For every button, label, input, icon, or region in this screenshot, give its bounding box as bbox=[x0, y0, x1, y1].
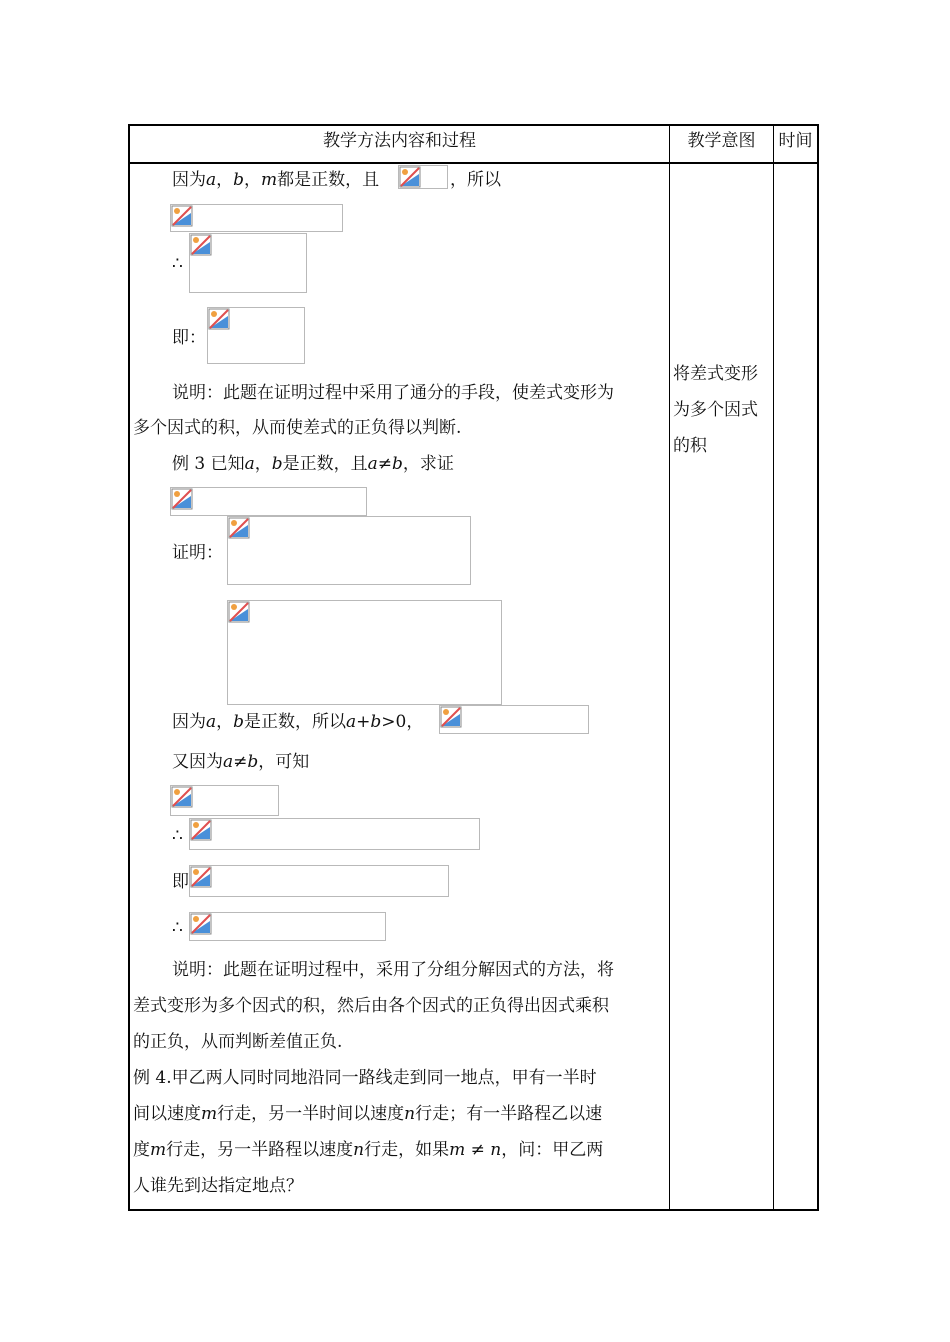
ji-label-2: 即 bbox=[172, 872, 189, 892]
var-b: b bbox=[271, 454, 283, 474]
neq-symbol: ≠ bbox=[465, 1140, 491, 1160]
side-note-line-2: 为多个因式 bbox=[673, 400, 758, 420]
side-note-line-1: 将差式变形 bbox=[673, 364, 758, 384]
formula-image bbox=[227, 600, 502, 705]
table-border-bottom bbox=[128, 1209, 819, 1211]
var-m: m bbox=[449, 1140, 466, 1160]
ex4-l2-b: 行走，另一半时间以速度 bbox=[217, 1104, 405, 1124]
broken-image-icon bbox=[228, 517, 250, 539]
example-4-line-1: 例 4.甲乙两人同时同地沿同一路线走到同一地点，甲有一半时 bbox=[133, 1068, 597, 1088]
table-border-top bbox=[128, 124, 819, 126]
note2-line-3: 的正负，从而判断差值正负. bbox=[133, 1032, 343, 1052]
therefore-symbol: ∴ bbox=[172, 254, 183, 274]
ex4-l2-a: 间以速度 bbox=[133, 1104, 201, 1124]
ex4-l2-c: 行走；有一半路程乙以速 bbox=[415, 1104, 603, 1124]
col-divider-2 bbox=[773, 124, 774, 1211]
sep: ， bbox=[216, 170, 234, 190]
intro-post: 都是正数，且 bbox=[277, 170, 380, 190]
therefore-symbol: ∴ bbox=[172, 826, 183, 846]
header-method: 教学方法内容和过程 bbox=[323, 131, 476, 151]
sep: ， bbox=[254, 454, 272, 474]
ex3-post: ，求证 bbox=[402, 454, 454, 474]
example-4-line-3 bbox=[133, 1140, 603, 1160]
table-border-left bbox=[128, 124, 130, 1211]
var-m: m bbox=[150, 1140, 167, 1160]
pos-pre: 因为 bbox=[172, 712, 206, 732]
header-intent: 教学意图 bbox=[687, 131, 756, 151]
col-divider-1 bbox=[669, 124, 670, 1211]
ex4-l3-d: ，问：甲乙两 bbox=[501, 1140, 604, 1160]
broken-image-icon bbox=[399, 166, 421, 188]
broken-image-icon bbox=[190, 819, 212, 841]
example-4-line-2 bbox=[133, 1104, 602, 1124]
var-n: n bbox=[404, 1104, 416, 1124]
formula-image bbox=[170, 204, 343, 232]
pos-sum: a+b bbox=[346, 712, 382, 732]
broken-image-icon bbox=[228, 601, 250, 623]
positive-line bbox=[172, 712, 423, 732]
note1-line-1: 说明：此题在证明过程中采用了通分的手段，使差式变形为 bbox=[172, 383, 614, 403]
var-n: n bbox=[490, 1140, 502, 1160]
broken-image-icon bbox=[190, 234, 212, 256]
ji-label: 即： bbox=[172, 328, 206, 348]
pos-mid: 是正数，所以 bbox=[244, 712, 347, 732]
pos-post: >0， bbox=[381, 712, 424, 732]
side-note-line-3: 的积 bbox=[673, 436, 707, 456]
formula-image bbox=[170, 487, 367, 516]
intro-tail: ，所以 bbox=[450, 170, 501, 190]
broken-image-icon bbox=[440, 706, 462, 728]
therefore-symbol: ∴ bbox=[172, 918, 183, 938]
note1-line-2: 多个因式的积，从而使差式的正负得以判断. bbox=[133, 418, 462, 438]
ex3-mid: 是正数，且 bbox=[282, 454, 368, 474]
formula-image bbox=[170, 785, 279, 816]
header-time: 时间 bbox=[778, 131, 813, 151]
sep: ， bbox=[244, 170, 262, 190]
formula-image bbox=[398, 165, 448, 189]
broken-image-icon bbox=[208, 308, 230, 330]
var-a: a bbox=[206, 170, 217, 190]
broken-image-icon bbox=[171, 786, 193, 808]
neq-post: ，可知 bbox=[258, 752, 310, 772]
example-4-line-4: 人谁先到达指定地点？ bbox=[133, 1176, 303, 1196]
note2-line-1: 说明：此题在证明过程中，采用了分组分解因式的方法，将 bbox=[172, 960, 614, 980]
sep: ， bbox=[216, 712, 234, 732]
var-b: b bbox=[233, 712, 245, 732]
broken-image-icon bbox=[190, 866, 212, 888]
formula-image bbox=[189, 233, 307, 293]
var-a: a bbox=[206, 712, 217, 732]
formula-image bbox=[439, 705, 589, 734]
formula-image bbox=[207, 307, 305, 364]
proof-label: 证明： bbox=[172, 543, 223, 563]
var-m: m bbox=[261, 170, 278, 190]
broken-image-icon bbox=[171, 205, 193, 227]
neq-pre: 又因为 bbox=[172, 752, 223, 772]
formula-image bbox=[189, 912, 386, 941]
intro-pre: 因为 bbox=[172, 170, 206, 190]
example-3-line bbox=[172, 454, 454, 474]
ex3-neq: a≠b bbox=[367, 454, 403, 474]
intro-line bbox=[172, 170, 379, 190]
formula-image bbox=[189, 865, 449, 897]
var-b: b bbox=[233, 170, 245, 190]
neq-expr: a≠b bbox=[223, 752, 259, 772]
table-border-right bbox=[817, 124, 819, 1211]
var-m: m bbox=[201, 1104, 218, 1124]
formula-image bbox=[189, 818, 480, 850]
var-a: a bbox=[244, 454, 255, 474]
ex4-l3-a: 度 bbox=[133, 1140, 150, 1160]
ex4-l3-c: 行走，如果 bbox=[364, 1140, 450, 1160]
broken-image-icon bbox=[171, 488, 193, 510]
formula-image bbox=[227, 516, 471, 585]
ex3-pre: 例 3 已知 bbox=[172, 454, 245, 474]
var-n: n bbox=[353, 1140, 365, 1160]
note2-line-2: 差式变形为多个因式的积，然后由各个因式的正负得出因式乘积 bbox=[133, 996, 609, 1016]
header-divider bbox=[128, 162, 819, 164]
ex4-l3-b: 行走，另一半路程以速度 bbox=[166, 1140, 354, 1160]
broken-image-icon bbox=[190, 913, 212, 935]
neq-line bbox=[172, 752, 309, 772]
